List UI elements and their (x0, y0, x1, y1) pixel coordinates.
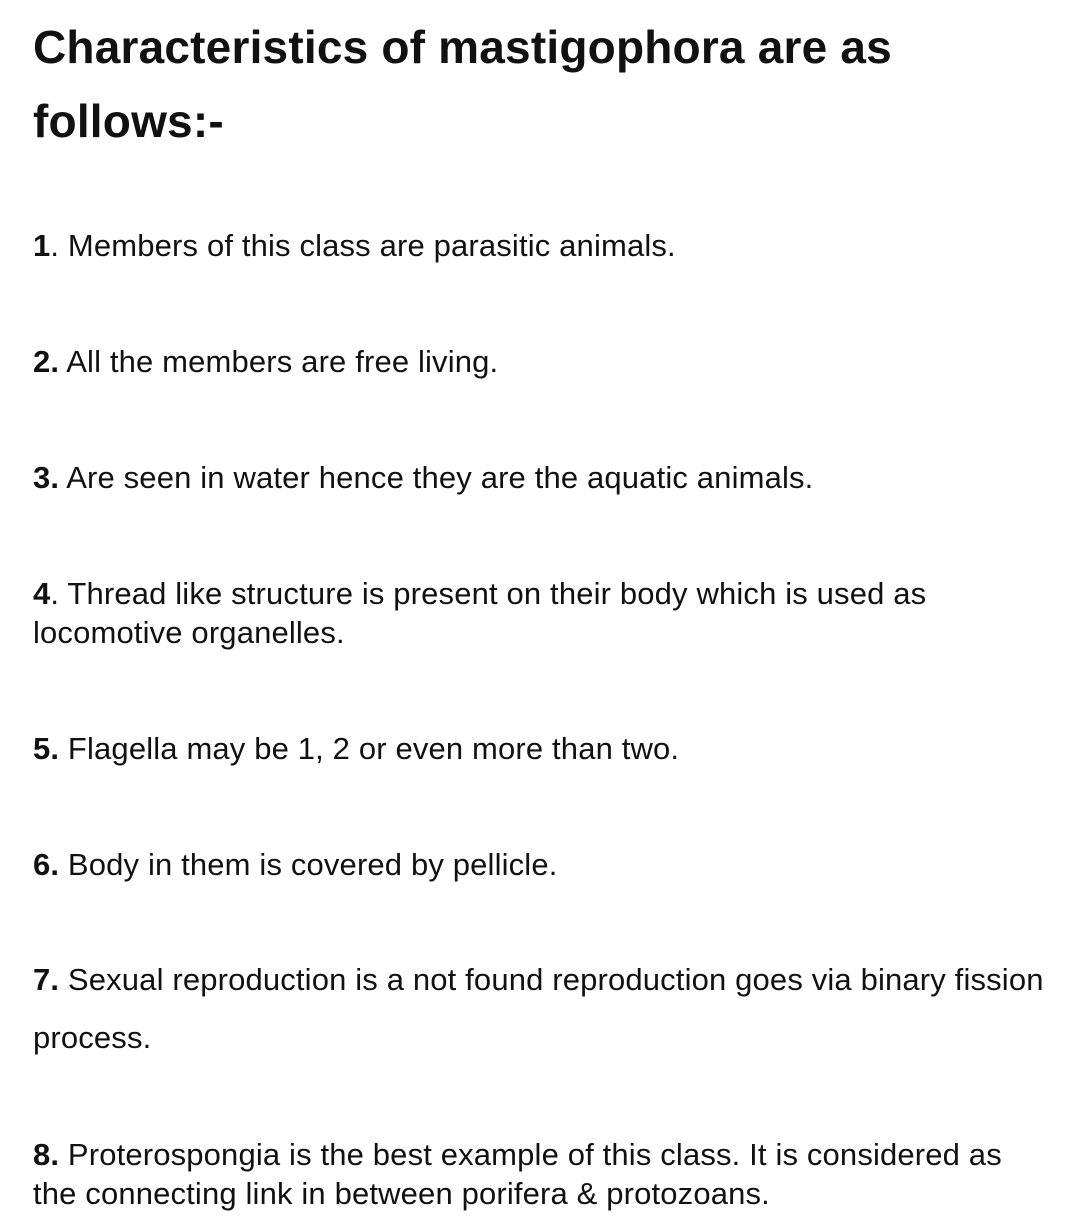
item-number: 5. (33, 731, 60, 766)
item-number: 4 (33, 576, 51, 611)
item-text: Flagella may be 1, 2 or even more than two. (59, 731, 680, 766)
item-text: Thread like structure is present on their body which is used as locomotive organelles. (33, 576, 927, 650)
list-item-6 (33, 845, 1053, 884)
item-separator: . (50, 576, 60, 611)
item-text: Are seen in water hence they are the aquatic animals. (59, 460, 814, 495)
item-number: 6. (33, 847, 60, 882)
item-text: Members of this class are parasitic animals. (59, 228, 676, 263)
list-item-8 (33, 1135, 1053, 1213)
item-separator: . (50, 228, 60, 263)
item-number: 3. (33, 460, 60, 495)
list-item-3 (33, 458, 1053, 497)
list-item-7 (33, 951, 1053, 1067)
item-text: Sexual reproduction is a not found reproduction goes via binary fission process. (33, 962, 1044, 1055)
item-number: 2. (33, 344, 60, 379)
item-number: 1 (33, 228, 51, 263)
list-item-1 (33, 226, 1053, 265)
item-text: Body in them is covered by pellicle. (59, 847, 558, 882)
item-number: 8. (33, 1137, 60, 1172)
item-number: 7. (33, 962, 60, 997)
list-item-4 (33, 574, 1053, 652)
item-text: Proterospongia is the best example of this class. It is considered as the connecting link in between porifera & protozoans. (33, 1137, 1002, 1211)
page-title: Characteristics of mastigophora are as follows:- (33, 21, 892, 147)
item-text: All the members are free living. (59, 344, 499, 379)
list-item-2 (33, 342, 1053, 381)
list-item-5 (33, 729, 1053, 768)
